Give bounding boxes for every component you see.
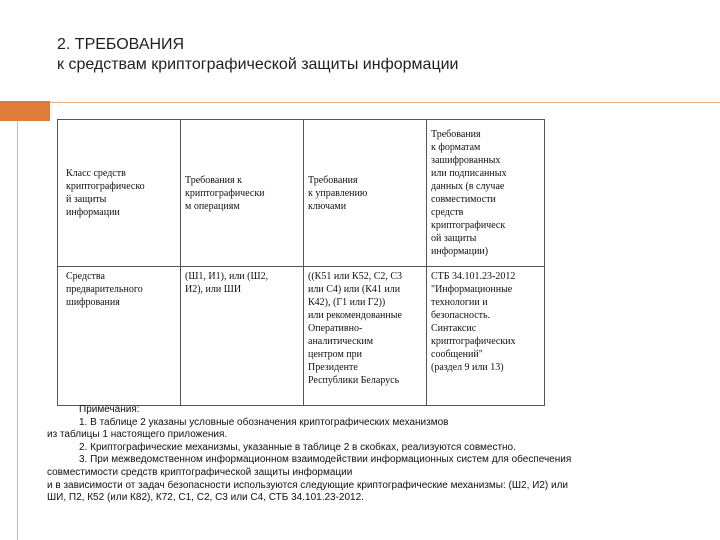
- note-line: и в зависимости от задач безопасности используются следующие криптографические механизмы: (Ш2, И2) или: [47, 479, 569, 491]
- cell-text: предварительного: [66, 284, 143, 295]
- header-cell-operations: [181, 120, 304, 267]
- cell-text: "Информационные: [431, 284, 513, 295]
- cell-text: сообщений": [431, 349, 483, 360]
- header-text: данных (в случае: [431, 181, 505, 192]
- cell-keys: [304, 267, 427, 406]
- header-text: или подписанных: [431, 168, 507, 179]
- cell-text: (раздел 9 или 13): [431, 362, 504, 373]
- cell-text: Президенте: [308, 362, 358, 373]
- header-text: Класс средств: [66, 168, 126, 179]
- header-text: зашифрованных: [431, 155, 501, 166]
- header-text: криптографическо: [66, 181, 145, 192]
- notes-block: [47, 404, 687, 505]
- notes-heading: Примечания:: [79, 404, 140, 415]
- slide-title: [57, 35, 677, 75]
- note-line: 3. При межведомственном информационном взаимодействии информационных систем для обеспечения: [79, 454, 572, 466]
- cell-text: Оперативно-: [308, 323, 363, 334]
- cell-operations: [181, 267, 304, 406]
- header-text: к управлению: [308, 187, 368, 199]
- table-header-row: [58, 120, 545, 267]
- cell-text: (Ш1, И1), или (Ш2,: [185, 271, 269, 282]
- note-line: из таблицы 1 настоящего приложения.: [47, 429, 228, 441]
- header-text: криптографически: [185, 187, 265, 199]
- table-row: [58, 267, 545, 406]
- cell-formats: [427, 267, 545, 406]
- header-cell-keys: [304, 120, 427, 267]
- cell-text: Средства: [66, 271, 105, 282]
- cell-text: безопасность.: [431, 310, 491, 321]
- cell-text: ((К51 или К52, С2, С3: [308, 271, 403, 282]
- header-text: Требования: [308, 174, 358, 186]
- header-text: информации: [66, 207, 120, 218]
- header-text: совместимости: [431, 194, 496, 205]
- header-cell-class: [58, 120, 181, 267]
- cell-text: центром при: [308, 349, 362, 360]
- header-text: м операциям: [185, 200, 240, 212]
- cell-text: И2), или ШИ: [185, 284, 242, 295]
- cell-text: К42), (Г1 или Г2)): [308, 297, 386, 308]
- cell-text: СТБ 34.101.23-2012: [431, 271, 516, 282]
- note-line: совместимости средств криптографической защиты информации: [47, 466, 353, 478]
- cell-text: шифрования: [66, 297, 120, 308]
- header-text: Требования к: [185, 174, 242, 186]
- header-text: криптографическ: [431, 220, 506, 231]
- accent-vertical-line: [17, 121, 18, 540]
- header-text: й защиты: [66, 194, 107, 205]
- accent-horizontal-line: [50, 102, 720, 103]
- header-cell-formats: [427, 120, 545, 267]
- accent-box: [0, 101, 50, 121]
- note-line: 2. Криптографические механизмы, указанные в таблице 2 в скобках, реализуются совместно.: [79, 441, 516, 453]
- cell-class: [58, 267, 181, 406]
- header-text: Требования: [431, 129, 481, 140]
- title-line-2: к средствам криптографической защиты информации: [57, 56, 459, 73]
- cell-text: криптографических: [431, 336, 516, 347]
- header-text: к форматам: [431, 142, 481, 153]
- cell-text: Синтаксис: [431, 323, 477, 334]
- header-text: информации): [431, 246, 489, 257]
- cell-text: или рекомендованные: [308, 310, 402, 321]
- cell-text: или С4) или (К41 или: [308, 284, 401, 295]
- header-text: ой защиты: [431, 233, 477, 244]
- note-line: 1. В таблице 2 указаны условные обозначения криптографических механизмов: [79, 416, 449, 428]
- cell-text: Республики Беларусь: [308, 375, 400, 386]
- header-text: ключами: [308, 200, 347, 212]
- requirements-table: [57, 119, 545, 406]
- title-line-1: 2. ТРЕБОВАНИЯ: [57, 36, 185, 53]
- cell-text: аналитическим: [308, 336, 374, 347]
- header-text: средств: [431, 207, 464, 218]
- note-line: ШИ, П2, К52 (или К82), К72, С1, С2, С3 или С4, СТБ 34.101.23-2012.: [47, 492, 364, 504]
- cell-text: технологии и: [431, 297, 488, 308]
